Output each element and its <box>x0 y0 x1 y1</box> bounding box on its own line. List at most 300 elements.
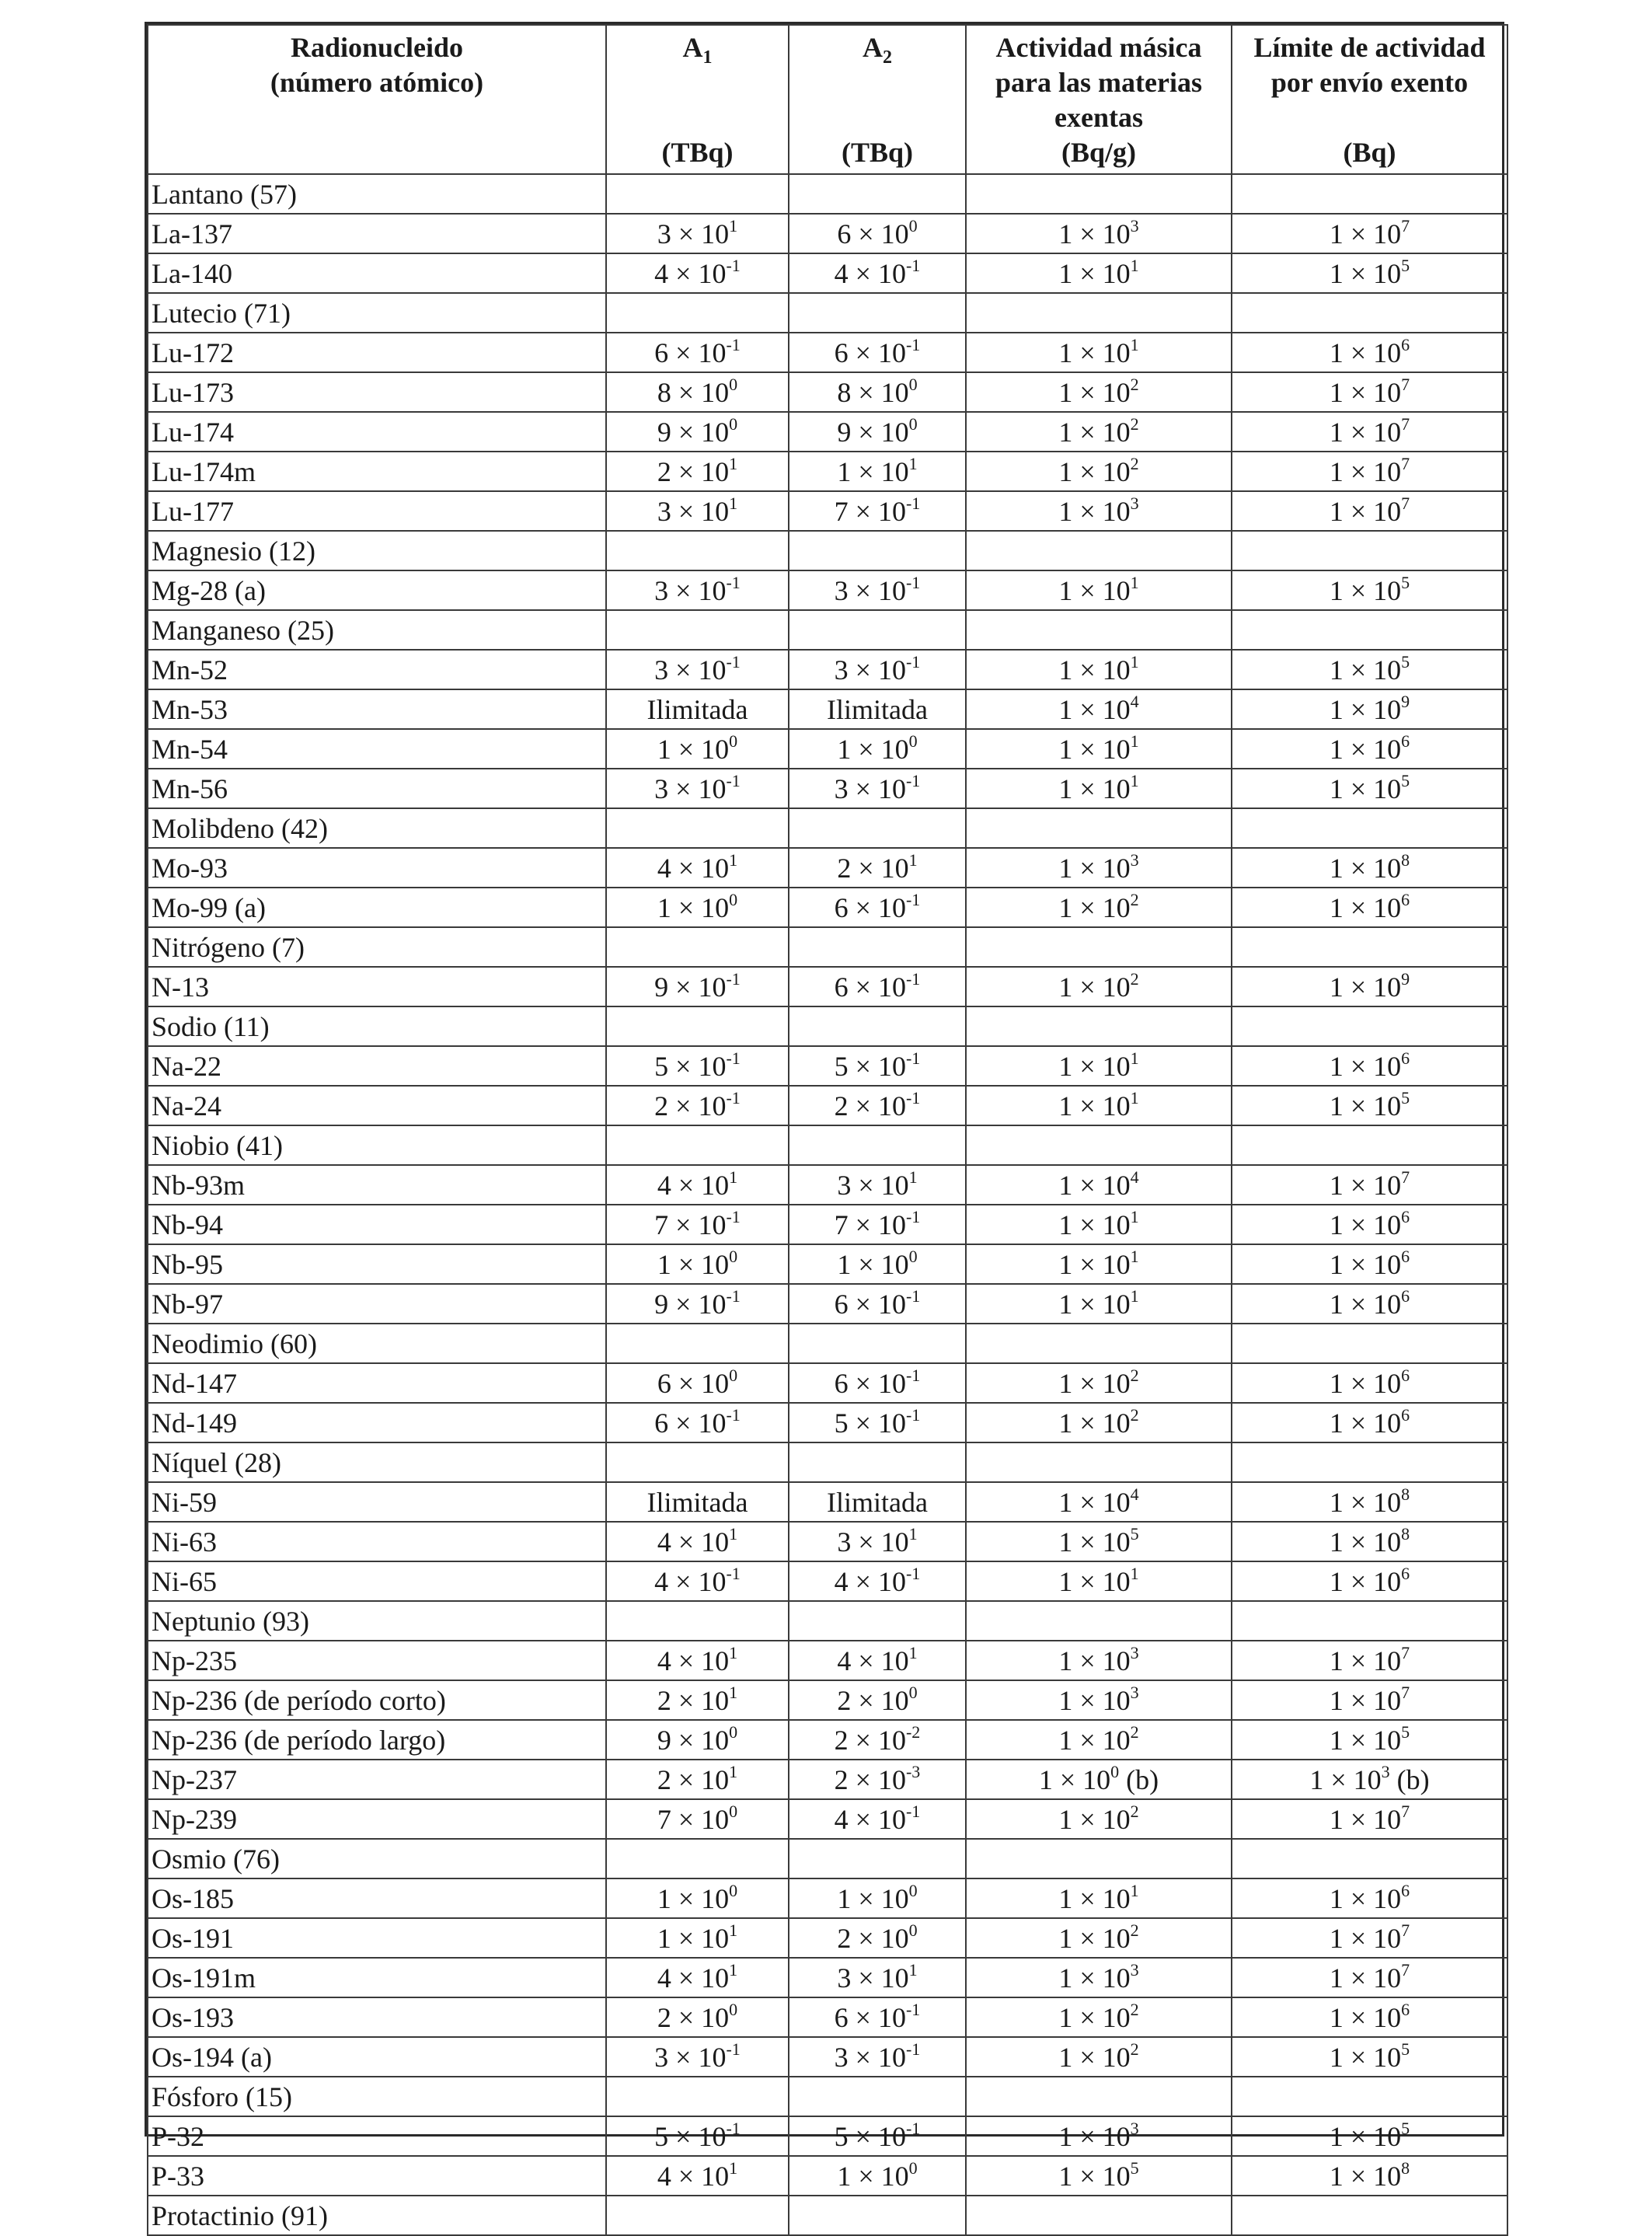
exponent: 0 <box>908 731 918 751</box>
mass-activity-cell: $1 \times 10^3$ <box>966 214 1232 253</box>
mantissa: 3 <box>837 1526 852 1558</box>
a2-cell: $6 \times 10^{-1}$ <box>789 1363 966 1403</box>
header-nuclide-line-2: (número atómico) <box>270 67 484 98</box>
exponent: -1 <box>905 255 921 275</box>
mantissa: 6 <box>834 1288 849 1320</box>
mantissa: 2 <box>837 1922 852 1954</box>
exponent: -1 <box>905 572 921 592</box>
a2-cell: $3 \times 10^{-1}$ <box>789 650 966 689</box>
activity-limit-cell: $1 \times 10^6$ <box>1232 1561 1507 1601</box>
a1-cell <box>606 1324 789 1363</box>
a1-cell: $2 \times 10^0$ <box>606 1997 789 2037</box>
a2-cell: Ilimitada <box>789 689 966 729</box>
nuclide-name: P-33 <box>148 2156 606 2196</box>
mantissa: 2 <box>834 1763 849 1795</box>
mantissa: 9 <box>657 1724 671 1756</box>
header-a1-unit: (TBq) <box>661 137 734 168</box>
mass-activity-cell <box>966 174 1232 214</box>
exponent: 1 <box>1130 1285 1139 1306</box>
exponent: 8 <box>1401 1523 1410 1544</box>
header-limit-line-2: por envío exento <box>1270 67 1469 98</box>
nuclide-name: Os-191m <box>148 1958 606 1997</box>
exponent: 4 <box>1130 691 1139 711</box>
mantissa: 2 <box>657 455 671 487</box>
exponent: 0 <box>908 1880 918 1900</box>
exponent: 7 <box>1401 453 1410 473</box>
exponent: 7 <box>1401 1920 1410 1940</box>
mass-activity-cell: $1 \times 10^2$ <box>966 1363 1232 1403</box>
a1-cell: $4 \times 10^{-1}$ <box>606 253 789 293</box>
a2-cell: $4 \times 10^1$ <box>789 1641 966 1680</box>
footnote-mark: (b) <box>1389 1763 1430 1795</box>
mass-activity-cell: $1 \times 10^2$ <box>966 452 1232 491</box>
mantissa: 1 <box>1058 971 1073 1003</box>
element-group-row <box>148 174 1507 214</box>
nuclide-name: Nb-95 <box>148 1244 606 1284</box>
activity-limit-cell <box>1232 1442 1507 1482</box>
table-header <box>148 25 1507 174</box>
mantissa: 7 <box>834 495 849 527</box>
mantissa: 1 <box>1058 2001 1073 2033</box>
nuclide-name: La-137 <box>148 214 606 253</box>
exponent: 1 <box>729 1959 738 1980</box>
a1-cell: $2 \times 10^{-1}$ <box>606 1086 789 1125</box>
exponent: 0 <box>908 215 918 235</box>
activity-limit-cell <box>1232 293 1507 333</box>
mantissa: 3 <box>834 2041 849 2073</box>
activity-limit-cell: $1 \times 10^5$ <box>1232 2037 1507 2077</box>
element-name: Níquel (28) <box>148 1442 606 1482</box>
mantissa: 1 <box>1329 376 1344 408</box>
a1-cell: $5 \times 10^{-1}$ <box>606 2116 789 2156</box>
activity-limit-cell: $1 \times 10^7$ <box>1232 1799 1507 1839</box>
mantissa: 1 <box>1058 495 1073 527</box>
nuclide-name: Mg-28 (a) <box>148 570 606 610</box>
nuclide-name: N-13 <box>148 967 606 1006</box>
activity-limit-cell: $1 \times 10^7$ <box>1232 1165 1507 1205</box>
element-name: Lantano (57) <box>148 174 606 214</box>
exponent: 6 <box>1401 334 1410 354</box>
a2-cell <box>789 610 966 650</box>
table-row <box>148 1522 1507 1561</box>
activity-limit-cell <box>1232 1601 1507 1641</box>
nuclide-name: Np-237 <box>148 1760 606 1799</box>
element-group-row <box>148 1006 1507 1046</box>
mass-activity-cell <box>966 1601 1232 1641</box>
mass-activity-cell: $1 \times 10^3$ <box>966 1958 1232 1997</box>
nuclide-name: Nb-94 <box>148 1205 606 1244</box>
mass-activity-cell: $1 \times 10^1$ <box>966 769 1232 808</box>
nuclide-name: Np-236 (de período corto) <box>148 1680 606 1720</box>
mass-activity-cell: $1 \times 10^1$ <box>966 570 1232 610</box>
mantissa: 9 <box>837 416 852 448</box>
element-name: Lutecio (71) <box>148 293 606 333</box>
mantissa: 1 <box>1329 1050 1344 1082</box>
table-row <box>148 2116 1507 2156</box>
a2-cell: $1 \times 10^1$ <box>789 452 966 491</box>
mass-activity-cell: $1 \times 10^1$ <box>966 729 1232 769</box>
element-group-row <box>148 927 1507 967</box>
mantissa: 1 <box>1058 2160 1073 2192</box>
activity-limit-cell: $1 \times 10^5$ <box>1232 1720 1507 1760</box>
table-row <box>148 888 1507 927</box>
mantissa: 3 <box>654 654 669 685</box>
nuclide-name: Mo-93 <box>148 848 606 888</box>
a1-cell: $2 \times 10^1$ <box>606 1680 789 1720</box>
header-limit-unit: (Bq) <box>1343 137 1396 168</box>
nuclide-name: Ni-65 <box>148 1561 606 1601</box>
mass-activity-cell: $1 \times 10^1$ <box>966 1284 1232 1324</box>
exponent: 0 <box>729 731 738 751</box>
exponent: -1 <box>726 1404 741 1425</box>
exponent: 3 <box>1130 849 1139 870</box>
table-row <box>148 729 1507 769</box>
header-activity-limit <box>1232 25 1507 174</box>
exponent: 0 <box>908 1246 918 1266</box>
mantissa: 1 <box>1329 693 1344 725</box>
mantissa: 1 <box>1329 1565 1344 1597</box>
exponent: 2 <box>1130 453 1139 473</box>
mantissa: 1 <box>1058 218 1073 249</box>
a1-cell: $9 \times 10^0$ <box>606 412 789 452</box>
exponent: 6 <box>1401 1206 1410 1226</box>
a1-cell: $4 \times 10^{-1}$ <box>606 1561 789 1601</box>
nuclide-name: Lu-174 <box>148 412 606 452</box>
exponent: 0 <box>729 1365 738 1385</box>
exponent: 2 <box>1130 968 1139 989</box>
mantissa: 1 <box>1058 2041 1073 2073</box>
exponent: 2 <box>1130 1721 1139 1742</box>
activity-limit-cell: $1 \times 10^7$ <box>1232 1680 1507 1720</box>
exponent: 0 <box>908 2158 918 2178</box>
exponent: 0 <box>729 889 738 909</box>
a2-cell: $1 \times 10^0$ <box>789 2156 966 2196</box>
exponent: -1 <box>905 1087 921 1108</box>
header-a2 <box>789 25 966 174</box>
activity-limit-cell <box>1232 610 1507 650</box>
a1-cell: $5 \times 10^{-1}$ <box>606 1046 789 1086</box>
table-row <box>148 1205 1507 1244</box>
a2-cell: $3 \times 10^1$ <box>789 1522 966 1561</box>
table-row <box>148 1482 1507 1522</box>
table-row <box>148 1244 1507 1284</box>
exponent: 6 <box>1401 1999 1410 2019</box>
mass-activity-cell: $1 \times 10^1$ <box>966 650 1232 689</box>
a2-cell: $2 \times 10^0$ <box>789 1680 966 1720</box>
exponent: 1 <box>1130 334 1139 354</box>
mantissa: 1 <box>837 2160 852 2192</box>
mantissa: 1 <box>1329 773 1344 804</box>
element-group-row <box>148 1125 1507 1165</box>
activity-limit-cell: $1 \times 10^7$ <box>1232 1958 1507 1997</box>
mantissa: 1 <box>1058 574 1073 606</box>
exponent: 5 <box>1401 2118 1410 2138</box>
mass-activity-cell: $1 \times 10^1$ <box>966 333 1232 372</box>
a1-cell: $1 \times 10^0$ <box>606 729 789 769</box>
mantissa: 6 <box>837 218 852 249</box>
exponent: -1 <box>905 1563 921 1583</box>
table-row <box>148 689 1507 729</box>
a2-cell: $1 \times 10^0$ <box>789 1244 966 1284</box>
mantissa: 1 <box>1329 1248 1344 1280</box>
mantissa: 1 <box>1058 773 1073 804</box>
exponent: 3 <box>1130 1642 1139 1662</box>
a2-cell: $9 \times 10^0$ <box>789 412 966 452</box>
a2-cell <box>789 1601 966 1641</box>
activity-limit-cell <box>1232 174 1507 214</box>
exponent: 7 <box>1401 1959 1410 1980</box>
mantissa: 1 <box>837 455 852 487</box>
table-row <box>148 1680 1507 1720</box>
a1-cell <box>606 808 789 848</box>
a1-cell: $2 \times 10^1$ <box>606 452 789 491</box>
activity-limit-cell <box>1232 2196 1507 2235</box>
element-group-row <box>148 1324 1507 1363</box>
exponent: -1 <box>905 968 921 989</box>
a1-cell <box>606 1125 789 1165</box>
mass-activity-cell: $1 \times 10^3$ <box>966 491 1232 531</box>
exponent: 1 <box>1130 1206 1139 1226</box>
mantissa: 3 <box>834 574 849 606</box>
nuclide-name: Mn-56 <box>148 769 606 808</box>
mass-activity-cell <box>966 2077 1232 2116</box>
exponent: -1 <box>905 1365 921 1385</box>
exponent: -1 <box>905 651 921 671</box>
a2-cell <box>789 1324 966 1363</box>
exponent: 1 <box>729 1642 738 1662</box>
exponent: 1 <box>908 453 918 473</box>
mass-activity-cell: $1 \times 10^4$ <box>966 689 1232 729</box>
nuclide-name: Nb-97 <box>148 1284 606 1324</box>
element-group-row <box>148 293 1507 333</box>
mantissa: 1 <box>1058 1962 1073 1994</box>
mantissa: 1 <box>1329 1486 1344 1518</box>
exponent: 3 <box>1381 1761 1390 1781</box>
table-row <box>148 1561 1507 1601</box>
header-a2-unit: (TBq) <box>841 137 914 168</box>
header-a2-sub: 2 <box>883 47 892 68</box>
mantissa: 1 <box>1329 1684 1344 1716</box>
activity-limit-cell: $1 \times 10^7$ <box>1232 214 1507 253</box>
mantissa: 4 <box>657 852 671 884</box>
nuclide-name: Mn-52 <box>148 650 606 689</box>
activity-limit-cell: $1 \times 10^8$ <box>1232 1482 1507 1522</box>
exponent: 5 <box>1401 572 1410 592</box>
element-group-row <box>148 2196 1507 2235</box>
exponent: 2 <box>1130 1365 1139 1385</box>
mantissa: 4 <box>834 1565 849 1597</box>
nuclide-name: P-32 <box>148 2116 606 2156</box>
a1-cell: $1 \times 10^0$ <box>606 1244 789 1284</box>
table-row <box>148 848 1507 888</box>
a2-cell: $4 \times 10^{-1}$ <box>789 253 966 293</box>
activity-limit-cell <box>1232 1324 1507 1363</box>
table-row <box>148 214 1507 253</box>
table-row <box>148 1165 1507 1205</box>
mantissa: 1 <box>1058 1724 1073 1756</box>
a2-cell: $3 \times 10^{-1}$ <box>789 2037 966 2077</box>
mantissa: 1 <box>1058 1248 1073 1280</box>
mantissa: 5 <box>654 2120 669 2152</box>
header-mass-line-2: para las materias <box>995 67 1202 98</box>
exponent: -1 <box>726 1048 741 1068</box>
exponent: 3 <box>1130 2118 1139 2138</box>
a1-cell: $9 \times 10^{-1}$ <box>606 967 789 1006</box>
a1-cell: $2 \times 10^1$ <box>606 1760 789 1799</box>
a2-cell: $6 \times 10^{-1}$ <box>789 888 966 927</box>
element-name: Niobio (41) <box>148 1125 606 1165</box>
a1-cell: $4 \times 10^1$ <box>606 1958 789 1997</box>
a1-cell <box>606 174 789 214</box>
mantissa: 1 <box>1329 1645 1344 1676</box>
mantissa: 4 <box>834 257 849 289</box>
mantissa: 1 <box>1058 1922 1073 1954</box>
exponent: 7 <box>1401 215 1410 235</box>
nuclide-name: Lu-173 <box>148 372 606 412</box>
mantissa: 6 <box>834 891 849 923</box>
mantissa: 1 <box>1058 416 1073 448</box>
mass-activity-cell <box>966 1839 1232 1878</box>
mantissa: 1 <box>1058 654 1073 685</box>
mantissa: 2 <box>657 2001 671 2033</box>
exponent: 5 <box>1130 2158 1139 2178</box>
exponent: 2 <box>1130 1999 1139 2019</box>
a1-cell: $9 \times 10^{-1}$ <box>606 1284 789 1324</box>
exponent: 2 <box>1130 1920 1139 1940</box>
activity-limit-cell: $1 \times 10^7$ <box>1232 1918 1507 1958</box>
a1-cell: $1 \times 10^0$ <box>606 1878 789 1918</box>
table-row <box>148 1918 1507 1958</box>
exponent: 6 <box>1401 1880 1410 1900</box>
mantissa: 9 <box>654 971 669 1003</box>
mantissa: 1 <box>1058 337 1073 368</box>
exponent: 7 <box>1401 413 1410 434</box>
exponent: -1 <box>726 1563 741 1583</box>
a2-cell <box>789 2077 966 2116</box>
exponent: 1 <box>729 2158 738 2178</box>
mantissa: 5 <box>834 1050 849 1082</box>
a1-cell <box>606 927 789 967</box>
exponent: 8 <box>1401 1484 1410 1504</box>
activity-limit-cell: $1 \times 10^5$ <box>1232 1086 1507 1125</box>
a2-cell: $7 \times 10^{-1}$ <box>789 491 966 531</box>
a2-cell: $2 \times 10^{-1}$ <box>789 1086 966 1125</box>
mantissa: 4 <box>654 257 669 289</box>
exponent: 3 <box>1130 493 1139 513</box>
mantissa: 1 <box>1329 1962 1344 1994</box>
a2-cell <box>789 1442 966 1482</box>
nuclide-name: Mo-99 (a) <box>148 888 606 927</box>
activity-limit-cell: $1 \times 10^6$ <box>1232 1403 1507 1442</box>
activity-limit-cell: $1 \times 10^7$ <box>1232 491 1507 531</box>
a2-cell: $4 \times 10^{-1}$ <box>789 1799 966 1839</box>
activity-limit-cell: $1 \times 10^7$ <box>1232 1641 1507 1680</box>
a2-cell: $5 \times 10^{-1}$ <box>789 1403 966 1442</box>
nuclide-name: Ni-59 <box>148 1482 606 1522</box>
mantissa: 1 <box>1329 1882 1344 1914</box>
a1-cell: $7 \times 10^0$ <box>606 1799 789 1839</box>
mantissa: 1 <box>1329 971 1344 1003</box>
exponent: 1 <box>908 1959 918 1980</box>
a1-cell <box>606 1601 789 1641</box>
exponent: -1 <box>905 889 921 909</box>
exponent: -2 <box>905 1721 921 1742</box>
exponent: -1 <box>905 1206 921 1226</box>
mantissa: 1 <box>1058 1565 1073 1597</box>
a2-cell: $7 \times 10^{-1}$ <box>789 1205 966 1244</box>
table-row <box>148 1799 1507 1839</box>
exponent: 3 <box>1130 215 1139 235</box>
activity-limit-cell <box>1232 808 1507 848</box>
mass-activity-cell <box>966 2196 1232 2235</box>
mass-activity-cell: $1 \times 10^4$ <box>966 1165 1232 1205</box>
element-name: Fósforo (15) <box>148 2077 606 2116</box>
element-group-row <box>148 531 1507 570</box>
exponent: 6 <box>1401 1048 1410 1068</box>
mantissa: 1 <box>657 1922 671 1954</box>
a2-cell: $2 \times 10^1$ <box>789 848 966 888</box>
activity-limit-cell: $1 \times 10^7$ <box>1232 452 1507 491</box>
exponent: 1 <box>729 1920 738 1940</box>
nuclide-name: Nd-147 <box>148 1363 606 1403</box>
exponent: 0 <box>729 1246 738 1266</box>
mantissa: 1 <box>1058 852 1073 884</box>
element-group-row <box>148 2077 1507 2116</box>
a2-cell <box>789 2196 966 2235</box>
a2-cell: Ilimitada <box>789 1482 966 1522</box>
activity-limit-cell: $1 \times 10^9$ <box>1232 967 1507 1006</box>
table-row <box>148 1641 1507 1680</box>
mantissa: 1 <box>1058 1288 1073 1320</box>
activity-limit-cell: $1 \times 10^6$ <box>1232 1046 1507 1086</box>
activity-limit-cell: $1 \times 10^5$ <box>1232 769 1507 808</box>
mantissa: 5 <box>654 1050 669 1082</box>
mantissa: 1 <box>1058 455 1073 487</box>
activity-limit-cell: $1 \times 10^3$ (b) <box>1232 1760 1507 1799</box>
exponent: -1 <box>905 1285 921 1306</box>
footnote-mark: (b) <box>1119 1763 1159 1795</box>
exponent: 1 <box>1130 1246 1139 1266</box>
activity-limit-cell <box>1232 531 1507 570</box>
mantissa: 1 <box>1058 1090 1073 1121</box>
mantissa: 1 <box>1329 1724 1344 1756</box>
exponent: 0 <box>908 1920 918 1940</box>
mantissa: 1 <box>1058 1684 1073 1716</box>
a1-cell: $4 \times 10^1$ <box>606 2156 789 2196</box>
exponent: -1 <box>726 1285 741 1306</box>
mantissa: 3 <box>654 574 669 606</box>
mantissa: 1 <box>1329 1407 1344 1439</box>
exponent: 1 <box>908 849 918 870</box>
activity-limit-cell <box>1232 1125 1507 1165</box>
mantissa: 1 <box>657 1882 671 1914</box>
element-name: Neptunio (93) <box>148 1601 606 1641</box>
a1-cell: $4 \times 10^1$ <box>606 848 789 888</box>
mantissa: 4 <box>654 1565 669 1597</box>
table-row <box>148 2156 1507 2196</box>
exponent: 2 <box>1130 413 1139 434</box>
a2-cell <box>789 808 966 848</box>
exponent: -1 <box>726 1087 741 1108</box>
element-group-row <box>148 1839 1507 1878</box>
exponent: 9 <box>1401 968 1410 989</box>
nuclide-name: La-140 <box>148 253 606 293</box>
mantissa: 1 <box>1329 2160 1344 2192</box>
nuclide-name: Nd-149 <box>148 1403 606 1442</box>
activity-limit-cell: $1 \times 10^6$ <box>1232 1205 1507 1244</box>
element-name: Nitrógeno (7) <box>148 927 606 967</box>
mantissa: 3 <box>657 218 671 249</box>
